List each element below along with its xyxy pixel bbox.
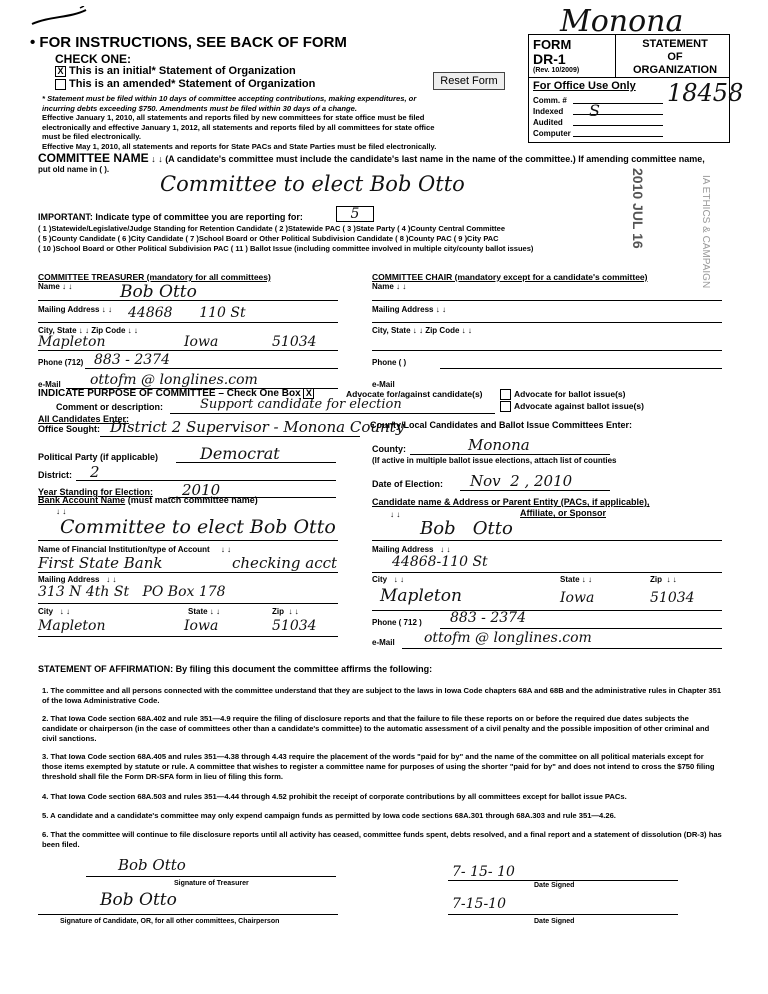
ethics-stamp: IA ETHICS & CAMPAIGN: [700, 175, 711, 289]
candidate-phone-label: Phone ( 712 ): [372, 618, 422, 627]
committee-type-label: IMPORTANT: Indicate type of committee you are reporting for:: [38, 212, 303, 222]
candidate-city-label: City ↓ ↓: [372, 575, 405, 584]
district-value[interactable]: 2: [90, 463, 100, 481]
form-revision: (Rev. 10/2009): [533, 67, 580, 74]
treasurer-zip-value[interactable]: 51034: [272, 334, 317, 350]
candidate-date-value[interactable]: 7-15-10: [452, 896, 506, 912]
committee-type-list: ( 1 )Statewide/Legislative/Judge Standing for Retention Candidate ( 2 )Statewide PAC ( 3 )State Party ( 4 )County Central Committee ( 5 )County Candidate ( 6 )City Candidate ( 7 )School Board or Other Political Subdivision Candidate ( 8 )County PAC ( 9 )City PAC ( 10 )School Board or Other Political Subdivision PAC ( 11 ) Ballot Issue (including committee involved in multiple city/county ballot issues): [38, 224, 534, 253]
candidate-signature-label: Signature of Candidate, OR, for all other committees, Chairperson: [60, 918, 280, 925]
form-label: FORM: [533, 37, 572, 52]
treasurer-date-value[interactable]: 7- 15- 10: [452, 864, 515, 880]
district-label: District:: [38, 470, 73, 480]
instructions-title: • FOR INSTRUCTIONS, SEE BACK OF FORM: [30, 34, 347, 51]
affirmation-item-1: 1. The committee and all persons connected with the committee understand that they are subject to the laws in Iowa Code chapters 68A and 68B and the administrative rules in Chapter 351 of the Iowa Administrative Code.: [42, 686, 722, 705]
office-sought-value[interactable]: District 2 Supervisor - Monona County: [110, 418, 405, 436]
treasurer-email-value[interactable]: ottofm @ longlines.com: [90, 372, 258, 388]
bank-city-label: City ↓ ↓: [38, 607, 71, 616]
chair-name-label: Name ↓ ↓: [372, 282, 407, 291]
treasurer-signature-label: Signature of Treasurer: [174, 880, 249, 887]
year-standing-value[interactable]: 2010: [182, 481, 221, 499]
committee-number-value: 18458: [667, 79, 744, 107]
county-note: (If active in multiple ballot issue elections, attach list of counties: [372, 456, 617, 465]
ballot-against-checkbox[interactable]: [500, 401, 511, 412]
chair-phone-label: Phone ( ): [372, 358, 407, 367]
pen-mark-icon: [30, 6, 90, 28]
political-party-label: Political Party (if applicable): [38, 452, 159, 462]
treasurer-date-label: Date Signed: [534, 882, 575, 889]
handwritten-county: Monona: [560, 4, 684, 39]
treasurer-signature[interactable]: Bob Otto: [118, 856, 186, 874]
candidate-mailing-value[interactable]: 44868-110 St: [392, 554, 488, 570]
treasurer-mailing-label: Mailing Address ↓ ↓: [38, 305, 112, 314]
affirmation-item-4: 4. That Iowa Code section 68A.503 and rules 351—4.44 through 4.52 prohibit the receipt of corporate contributions by all committees except for ballot issue PACs.: [42, 792, 627, 801]
candidate-state-value[interactable]: Iowa: [560, 590, 595, 606]
candidate-zip-value[interactable]: 51034: [650, 590, 695, 606]
office-use-fields: Comm. # Indexed Audited Computer: [533, 96, 571, 138]
form-number: DR-1: [533, 51, 566, 67]
affirmation-item-2: 2. That Iowa Code section 68A.402 and rule 351—4.9 require the filing of disclosure reports and that the failure to file these reports on or before the required due dates subjects the candidate or chairperson (in the case of committees other than a candidate's committee) to the automatic assessment of a civil penalty and the possible imposition of other criminal and civil sanctions.: [42, 714, 710, 743]
candidate-heading: Candidate name & Address or Parent Entity (PACs, if applicable),: [372, 497, 650, 507]
bank-mailing-label: Mailing Address ↓ ↓: [38, 575, 117, 584]
bank-zip-label: Zip ↓ ↓: [272, 607, 299, 616]
candidate-state-label: State ↓ ↓: [560, 575, 593, 584]
bank-account-name-value[interactable]: Committee to elect Bob Otto: [60, 516, 336, 538]
date-of-election-value[interactable]: Nov 2 , 2010: [470, 472, 573, 490]
office-use-label: For Office Use Only: [533, 80, 636, 92]
purpose-heading: INDICATE PURPOSE OF COMMITTEE – Check One Box X: [38, 388, 317, 399]
bank-account-heading: Bank Account Name (must match committee name): [38, 495, 258, 505]
candidate-email-value[interactable]: ottofm @ longlines.com: [424, 630, 592, 646]
candidate-mailing-label: Mailing Address ↓ ↓: [372, 545, 451, 554]
affirmation-item-3: 3. That Iowa Code section 68A.405 and rules 351—4.38 through 4.43 require the placement of the words "paid for by" and the name of the committee on all political materials except for those items exempted by statute or rule. A committee that wishes to register a committee name for purposes of using the shorter "paid for by" and does not intend to cross the $750 filing threshold shall file the Form DR-SFA form in lieu of filing this form.: [42, 752, 715, 781]
county-label: County:: [372, 444, 406, 454]
form-id-box: [528, 34, 744, 143]
candidate-heading-2: Affiliate, or Sponsor: [520, 508, 607, 518]
treasurer-city-label: City, State ↓ ↓ Zip Code ↓ ↓: [38, 326, 138, 335]
affirmation-item-6: 6. That the committee will continue to file disclosure reports until all activity has ceased, committee funds spent, debts resolved, and a final report and a statement of dissolution (DR-3) has been filed.: [42, 830, 722, 849]
date-of-election-label: Date of Election:: [372, 479, 444, 489]
affirmation-heading: STATEMENT OF AFFIRMATION: By filing this document the committee affirms the following:: [38, 664, 433, 674]
purpose-candidate-label: Advocate for/against candidate(s): [346, 389, 483, 399]
committee-type-value[interactable]: 5: [336, 206, 374, 222]
purpose-candidate-checkbox[interactable]: X: [303, 388, 314, 399]
treasurer-city-value[interactable]: Mapleton: [38, 334, 106, 350]
treasurer-mailing-value[interactable]: 44868 110 St: [128, 305, 246, 321]
comment-label: Comment or description:: [56, 402, 164, 412]
chair-email-label: e-Mail: [372, 380, 395, 389]
treasurer-phone-label: Phone (712): [38, 358, 84, 367]
treasurer-heading: COMMITTEE TREASURER (mandatory for all committees): [38, 272, 271, 282]
reset-form-button[interactable]: Reset Form: [433, 72, 505, 90]
financial-institution-value[interactable]: First State Bank: [38, 554, 163, 572]
check-one-label: CHECK ONE:: [55, 52, 132, 66]
bank-arrows: ↓ ↓: [56, 507, 67, 516]
committee-name-label: COMMITTEE NAME ↓ ↓ (A candidate's committee must include the candidate's last name in the name of the committee.) If amending committee name,: [38, 151, 705, 165]
year-standing-label: Year Standing for Election:: [38, 487, 154, 497]
candidate-city-value[interactable]: Mapleton: [380, 586, 462, 606]
affirmation-item-5: 5. A candidate and a candidate's committee may only expend campaign funds as permitted by Iowa code sections 68A.301 through 68A.303 and rule 351—4.26.: [42, 811, 616, 820]
county-local-heading: County/Local Candidates and Ballot Issue Committees Enter:: [370, 420, 633, 430]
candidate-signature[interactable]: Bob Otto: [100, 890, 177, 910]
amended-checkbox[interactable]: [55, 79, 66, 90]
treasurer-email-label: e-Mail: [38, 380, 61, 389]
candidate-email-label: e-Mail: [372, 638, 395, 647]
treasurer-state-value[interactable]: Iowa: [184, 334, 219, 350]
bank-state-label: State ↓ ↓: [188, 607, 221, 616]
account-type-value[interactable]: checking acct: [232, 554, 338, 572]
ballot-for-checkbox[interactable]: [500, 389, 511, 400]
bank-mailing-value[interactable]: 313 N 4th St PO Box 178: [38, 584, 226, 600]
amended-option[interactable]: This is an amended* Statement of Organization: [55, 78, 315, 90]
indexed-value: S: [589, 101, 600, 120]
candidate-arrows: ↓ ↓: [390, 510, 401, 519]
bank-state-value[interactable]: Iowa: [184, 618, 219, 634]
initial-checkbox[interactable]: X: [55, 66, 66, 77]
comment-value[interactable]: Support candidate for election: [200, 397, 402, 412]
treasurer-name-label: Name ↓ ↓: [38, 282, 73, 291]
filing-notes: * Statement must be filed within 10 days of committee accepting contributions, making expenditures, or incurring debts exceeding $750. Amendments must be filed within 30 days of a change. Effective January 1, 2010, all statements and reports filed by new committees for state office must be filed electronically and effective January 1, 2012, all statements and reports filed by all committees for state office must be filed electronically. Effective May 1, 2010, all statements and reports for State PACs and State Parties must be filed electronically.: [42, 94, 437, 151]
county-value[interactable]: Monona: [468, 436, 530, 454]
office-sought-label: Office Sought:: [38, 424, 100, 434]
bank-zip-value[interactable]: 51034: [272, 618, 317, 634]
purpose-ballot-for-option[interactable]: Advocate for ballot issue(s): [500, 389, 625, 400]
received-stamp: 2010 JUL 16: [630, 168, 646, 249]
initial-option[interactable]: X This is an initial* Statement of Organization: [55, 65, 296, 77]
political-party-value[interactable]: Democrat: [200, 444, 280, 463]
old-name-hint: put old name in ( ).: [38, 165, 110, 174]
candidate-name-value[interactable]: Bob Otto: [420, 518, 513, 539]
purpose-ballot-against-option[interactable]: Advocate against ballot issue(s): [500, 401, 644, 412]
treasurer-phone-value[interactable]: 883 - 2374: [94, 352, 170, 368]
bank-city-value[interactable]: Mapleton: [38, 618, 106, 634]
candidate-zip-label: Zip ↓ ↓: [650, 575, 677, 584]
chair-heading: COMMITTEE CHAIR (mandatory except for a candidate's committee): [372, 272, 648, 282]
chair-mailing-label: Mailing Address ↓ ↓: [372, 305, 446, 314]
committee-name-value[interactable]: Committee to elect Bob Otto: [160, 172, 465, 196]
chair-city-label: City, State ↓ ↓ Zip Code ↓ ↓: [372, 326, 472, 335]
candidate-phone-value[interactable]: 883 - 2374: [450, 610, 526, 626]
statement-of-organization-label: STATEMENT OF ORGANIZATION: [632, 38, 718, 76]
treasurer-name-value[interactable]: Bob Otto: [120, 282, 197, 302]
candidate-date-label: Date Signed: [534, 918, 575, 925]
financial-institution-label: Name of Financial Institution/type of Account ↓ ↓: [38, 545, 232, 554]
all-candidates-label: All Candidates Enter:: [38, 414, 130, 424]
